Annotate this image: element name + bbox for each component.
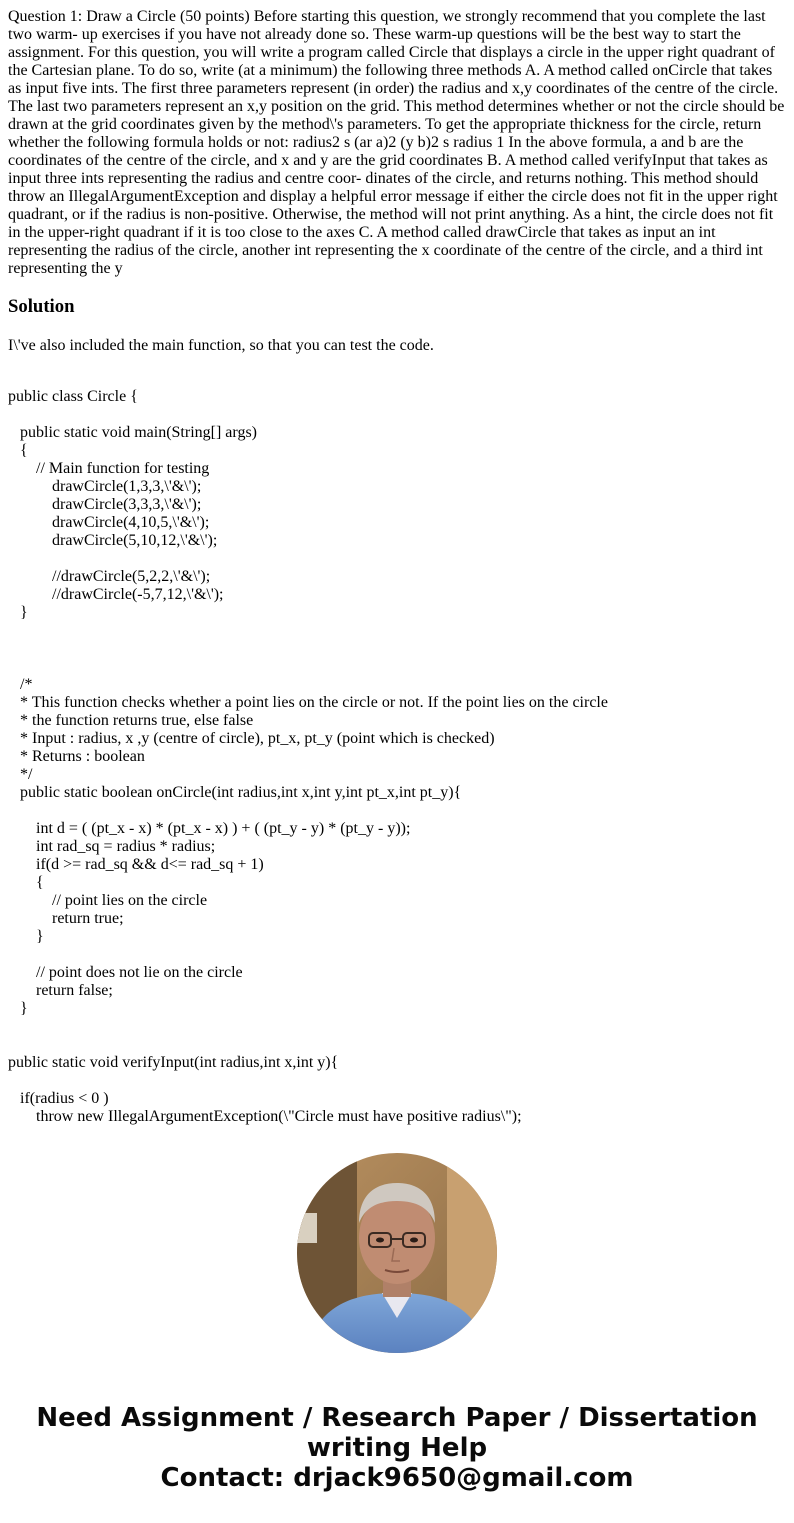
code-line: if(d >= rad_sq && d<= rad_sq + 1) [8, 856, 264, 873]
question-text: Question 1: Draw a Circle (50 points) Before starting this question, we strongly recommend that you complete the last two warm- up exercises if you have not already done so. These warm-up questions will be the best way to start the assignment. For this question, you will write a program called Circle that displays a circle in the upper right quadrant of the Cartesian plane. To do so, write (at a minimum) the following three methods A. A method called onCircle that takes as input five ints. The first three parameters represent (in order) the radius and x,y coordinates of the centre of the circle. The last two parameters represent an x,y position on the grid. This method determines whether or not the circle should be drawn at the grid coordinates given by the method\'s parameters. To get the appropriate thickness for the circle, return whether the following formula holds or not: radius2 s (ar a)2 (y b)2 s radius 1 In the above formula, a and b are the coordinates of the centre of the circle, and x and y are the grid coordinates B. A method called verifyInput that takes as input three ints representing the radius and centre coor- dinates of the circle, and returns nothing. This method should throw an IllegalArgumentException and display a helpful error message if either the circle does not fit in the upper right quadrant, or if the radius is non-positive. Otherwise, the method will not print anything. As a hint, the circle does not fit in the upper-right quadrant if it is too close to the axes C. A method called drawCircle that takes as input an int representing the radius of the circle, another int representing the x coordinate of the centre of the circle, and a third int representing the y [8, 8, 785, 277]
code-line: return true; [8, 910, 124, 927]
code-line [8, 802, 786, 820]
code-line: } [8, 928, 44, 945]
code-line: { [8, 442, 28, 459]
contact-banner [0, 1403, 794, 1493]
code-line: // point lies on the circle [8, 892, 208, 909]
solution-heading: Solution [8, 296, 75, 317]
code-line: // point does not lie on the circle [8, 964, 243, 981]
code-line: return false; [8, 982, 113, 999]
code-line: */ [8, 766, 33, 783]
banner-line-1: Need Assignment / Research Paper / Dissertation [36, 1403, 758, 1433]
code-line: int d = ( (pt_x - x) * (pt_x - x) ) + ( (pt_y - y) * (pt_y - y)); [8, 820, 411, 837]
banner-contact-email: Contact: drjack9650@gmail.com [160, 1463, 634, 1493]
code-line: drawCircle(1,3,3,\'&\'); [8, 478, 202, 495]
code-line [8, 1018, 786, 1036]
code-line: public static void verifyInput(int radius,int x,int y){ [8, 1054, 339, 1071]
code-line: * Input : radius, x ,y (centre of circle), pt_x, pt_y (point which is checked) [8, 730, 495, 747]
code-line: } [8, 604, 28, 621]
code-line: //drawCircle(5,2,2,\'&\'); [8, 568, 211, 585]
code-line [8, 946, 786, 964]
code-line: int rad_sq = radius * radius; [8, 838, 216, 855]
code-line: drawCircle(4,10,5,\'&\'); [8, 514, 210, 531]
author-avatar [297, 1153, 497, 1353]
banner-line-2: writing Help [306, 1433, 488, 1463]
code-line [8, 1072, 786, 1090]
code-line: throw new IllegalArgumentException(\"Circle must have positive radius\"); [8, 1108, 522, 1125]
code-line: public class Circle { [8, 388, 138, 405]
code-line: public static void main(String[] args) [8, 424, 257, 441]
code-line: { [8, 874, 44, 891]
code-line: // Main function for testing [8, 460, 210, 477]
code-line [8, 550, 786, 568]
code-line: * the function returns true, else false [8, 712, 254, 729]
code-line: if(radius < 0 ) [8, 1090, 109, 1107]
code-line: * This function checks whether a point lies on the circle or not. If the point lies on the circle [8, 694, 608, 711]
code-line: drawCircle(3,3,3,\'&\'); [8, 496, 202, 513]
code-line: /* [8, 676, 33, 693]
code-line: drawCircle(5,10,12,\'&\'); [8, 532, 218, 549]
code-line: public static boolean onCircle(int radius,int x,int y,int pt_x,int pt_y){ [8, 784, 462, 801]
solution-intro: I\'ve also included the main function, so that you can test the code. [8, 337, 434, 354]
code-line [8, 640, 786, 658]
code-line [8, 1036, 786, 1054]
code-line: * Returns : boolean [8, 748, 145, 765]
code-block [8, 388, 786, 1126]
code-line: //drawCircle(-5,7,12,\'&\'); [8, 586, 224, 603]
code-line [8, 622, 786, 640]
code-line: } [8, 1000, 28, 1017]
code-line [8, 658, 786, 676]
code-line [8, 406, 786, 424]
